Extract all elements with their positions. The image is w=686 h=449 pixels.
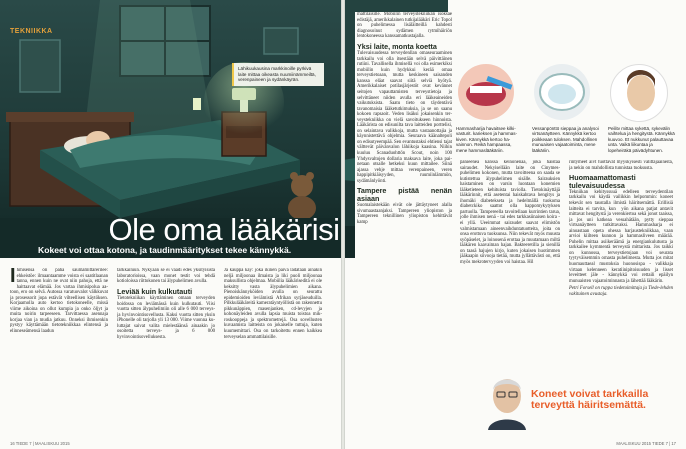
- image-caption: Lähikuukausina markkinoille pyrkivä laite mittaa oikeasta nuumiinämmeiltä, verenpaineen ja sydänkäyrän.: [232, 63, 324, 86]
- author-portrait: [484, 372, 530, 430]
- image-caption-2: Vessanpönttö sieppaa ja analysoi virtsanäytteen. Kännykkä kertoo poikkeaan tuloksen. Mahdollinen munuaisen vajaatoiminta, mene lääkäriin.: [532, 126, 599, 153]
- right-column-3-text: rintymeet aivt tuottavat myyskyisesti välittäjäaineita, ja nekin on mahdollista tunnistaa tuoksusta.: [569, 160, 673, 171]
- drop-cap: I: [10, 268, 16, 287]
- author-note: Petri Forsell on ruppa tiedetoimittaja ja Tiede-lehden vakituinen avustaja.: [569, 286, 673, 297]
- mirror-illustration: [610, 64, 668, 122]
- folio-left: 16 TIEDE 7 | MAALISKUU 2015: [10, 441, 70, 446]
- toothbrush-illustration: [458, 64, 514, 120]
- column-3: [224, 268, 322, 436]
- column-2-text-2: Tietotekniikan käyttäminen omaan terveyden hoidossa on leviämässä kuin kulkutauti. Viisi vuotta sitten älypuhelimiin oli alle 6 000 terveys- ja hyvinvointisovellusta. Kaksi vuotta sitten yksin iPhonelle oli tarjolla yli 13 000. Viime vuonna kuluttajat saivat valita mielestäänsä ainaakin jo osoitetta terveys- ja 6 000 hyvinvointisovelluksesta.: [117, 296, 215, 340]
- image-caption-3: Peilitv mittaa sykettä, sykevälin vaihtelua ja hengitystä. Kännykkä kuuvoo. Et nukkunut palauttavaa unta. Vaikä liikuntaa ja lopeheiräkä päivädyhtunen.: [608, 126, 675, 153]
- right-column-1-text-2: Tulevaisuudessa terveydenllan omaseuraaminen tarkkailu voi olla itsestään selvä päivittäinen rutiini. Tavallisella ihmisellä voi olla esimerkiksi mobiilin kuin hydykkui kerää omaa terveystietoaan, mutta keskineen saisanden kanssa eläat saavat siitä selviä hyötyä. Amerikkalaiset potilasjärjestöt ovat kevännet seitojen vapauttamisten terveystietoja ja selvittäneet niiden avulla eri lääkeaineiden vaikutuksista. Saatu tieto on täydentävä tavanomaisia lääketutkimuksia, ja se on saanu kokoen rapsaoit. Veden lisäksi jokaisenkin terveystekniikka on vielä savoitukseen hinnoista. Lääkärista on edisunilta tava laitteiden porttelisi, on selaintava valikkoja, mutta vastaanottajia ja käynnistettävä ohjelmia. Seuraava käänaltepoli on edisutyeempää. Sen evantustaksi ehtiensi tajat välttevät päivänvalon lähiikoja kaasina. Niihin kuuluu Scanaduohttön Scout, noin 100 Yhdysvaltojen dollaria maksava laite, joka painetaan otsalle hetkeksi kuun mittailee. Siinä ajassa vehje mittaa verenpaineen, veren happipitkiäisyyden, ruumiinlämmön, sydämänlyönti.: [357, 51, 452, 184]
- column-3-text: Ja kauppa käy: joka ikinen päivä ladataan ainakin neljä miljoonaa ilmaista ja liki puoli miljoonaa maksullista ohjelmaa. Mobiilia lääkäriseditä ei ole keksitty vasta älypuhelimien aikana. Pienoiskännyköiden avulla on seurattu epidemioiden leviämistä Afrikan syrjäseuduilla. Pilkkulääkäreitä kameratäyntyöllistä on rakennettu pikkunäppien, masenjanken, cd-levyjen ja kohonäyleiden avulla lapsia muista toistoa mikroskooppeja ja spektrometrejä. Osa sovellusten kuvaamista laitteista on jokaiselle tuttuja, kuten kuumemittari. Osa on tarkoitettu ennen kaikkea terveyselan ammattilaisille.: [224, 268, 322, 340]
- toilet-illustration: [534, 64, 590, 120]
- column-2-heading: Leviää kuin kulkutauti: [117, 286, 193, 296]
- image-caption-1: Hammasharija havaitsee kilkivasturit. karieksen ja hammaskiven. Kännykkä kertoo havainnon. Reikä hampaassa, mene hammaslääkäriin.: [456, 126, 518, 153]
- mirror-face-icon: [611, 65, 667, 121]
- right-column-2: [460, 160, 560, 370]
- toilet-icon: [534, 64, 590, 120]
- right-column-3-heading: Huomaamattomasti tulevaisuudessa: [569, 173, 636, 190]
- column-2-text: tarkkailuun. Nykyään se ei vaadi edes yksityisistä laboratorioissa, vaan monet testit voi tehdä kotioloissa riittokonen tai älypuhelimen avulla.: [117, 268, 215, 285]
- right-column-3-text-2: Tekniikan kehityssuuä edelleen terveydentilan tarkkailu voi käydä vailikkin helpommin: koneet tekevät sen taustalla ilmistä häiritsemättä. Erillisiä laitteita ei tarvita, kun yön aikana patjat antavit mittavat hengitystä ja verenkiertoa sekä jonot taaissa, ja jos uni katkeaa vessahätään, pytty sieppaa virtsanäytteen tutkittavaksi. Hammasharja ei ainoastaan opeta ohessa harjaustekniikkaa, vaan arvioi kiilteen kunnon ja hammasliveen määrää. Puhelin mittaa asiikeräämä ja energiankulutusta ja tarkkailee kymmentä terveystä mittarista. Jos taikki on kunnossa, terveystietojaan voi seurata tyytyväisemmin omasta puhelimesta. Mutta jos mitat huomauttaeal mustoksia huonosispa - valikkaja virtaan kelenneen keratiinipitoisuuden ja lisset leveitteet jäle - kännykkä voi rettaili epäilyn munuaisten vajaatoiminnasta ja lähettää lääkärin.: [569, 189, 673, 284]
- right-column-1-heading-2: Tampere pistää nenän asiaan: [357, 186, 452, 203]
- right-column-1-text-3: Suomalaistekään eivät ole jättäytyneet alalla sivumaastaanjaksi. Tampereen yliopiston ja Tampereen teknillinen yliopiston kehittävät kamp: [357, 203, 452, 225]
- section-tag: TEKNIIKKA: [10, 28, 53, 35]
- folio-right: MAALISKUU 2015 TIEDE 7 | 17: [616, 441, 676, 446]
- right-column-2-text: panieenea kanssa keinonenää, joka haistaa sairaudet. Nekyisellään laite on Cinymes-puhelimen kokonen, mutta tavoitteena on saada se kutistettua älypuhelimen sisälle. Sairauksien haistaminen on varsin luontaan konemien lääketieteen kehituista taviolla. Tietokinäyttäjä lääkärinnit, että asetentai haiskahtava hengitys ja ihomäki diabetekseta ja hedelmällä tuokoma diabetckiko saattot olla happomykytyksen partuolla. Tampereella tavoitellaan kurrintien tarua, jolle ihmisen nenä - tai edes tarkkasiinaisen koira - ei yllä. Ueeimmat sairaudet saavat elimistön valmistamaan aineenvaihduntatuotteita, joita on onsa erottuva tuoksunsa. Niin tekevät myös muusta syöpäselet, ja loinosenä erottaa ja muutamaan miltä lääkären kaavaiman hajan. Bakteeretilla ja sienillä on taasä hajujen kirjo, kuten jokaisen huotimmen jääkaapin siivooja tietää, mutta jyllättävästi on, että myös mekrotervyyden voi haistaa. Hil: [460, 160, 560, 265]
- column-1-text: hmisensä on paha saumamittarerilee: ehkeistöe: ilmaantaamme voista ei saatitlaanan tanna, ennen kuin ne ovat niin pahoja, että ne haittaavat elämää. Jos vartaa ihmisipolua aatoon, ero on selvä. Autossa varatuovalot välkkuvat ja prosessorit jopa estävät vilteellisen käytöksen. Korjaamolla auto kertoo tietokoneelle, missä viime aikoina on ollut kumpia ja onko öljyt ja muita noirin tarpeeseen. Tarvittaessa asennaja korjaa vian ja mudia jatkuu. Onneksi ihmisenkin pystyy käyttämään tietotekniikkaa elintensä ja elinneseämensä laadun: [10, 268, 108, 335]
- mouth-icon: [458, 64, 514, 120]
- column-1: [10, 268, 108, 436]
- article-title: Ole oma lääkärisi: [108, 212, 340, 247]
- right-column-1-text: mattilaisille. Mobiilin terveystekniikan isoksae edistäjä, amerikkalainen tutkijalääkäri Eric Topol on puhelimessa lisäläitteillä kahdesti diagnosoinut sydämen rytmihäiriön lentokoneessa kanssamatkustajalla.: [357, 12, 452, 40]
- article-subtitle: Kokeet voi ottaa kotona, ja taudinmääritykset tekee kännykkä.: [38, 245, 292, 255]
- article-byline: Petri Forsell – Jukka Forsell: [135, 258, 203, 264]
- column-2: [117, 268, 215, 436]
- pull-quote: Koneet voivat tarkkailla terveyttä häiritsemättä.: [531, 388, 649, 411]
- right-column-1-heading: Yksi laite, monta koetta: [357, 41, 437, 51]
